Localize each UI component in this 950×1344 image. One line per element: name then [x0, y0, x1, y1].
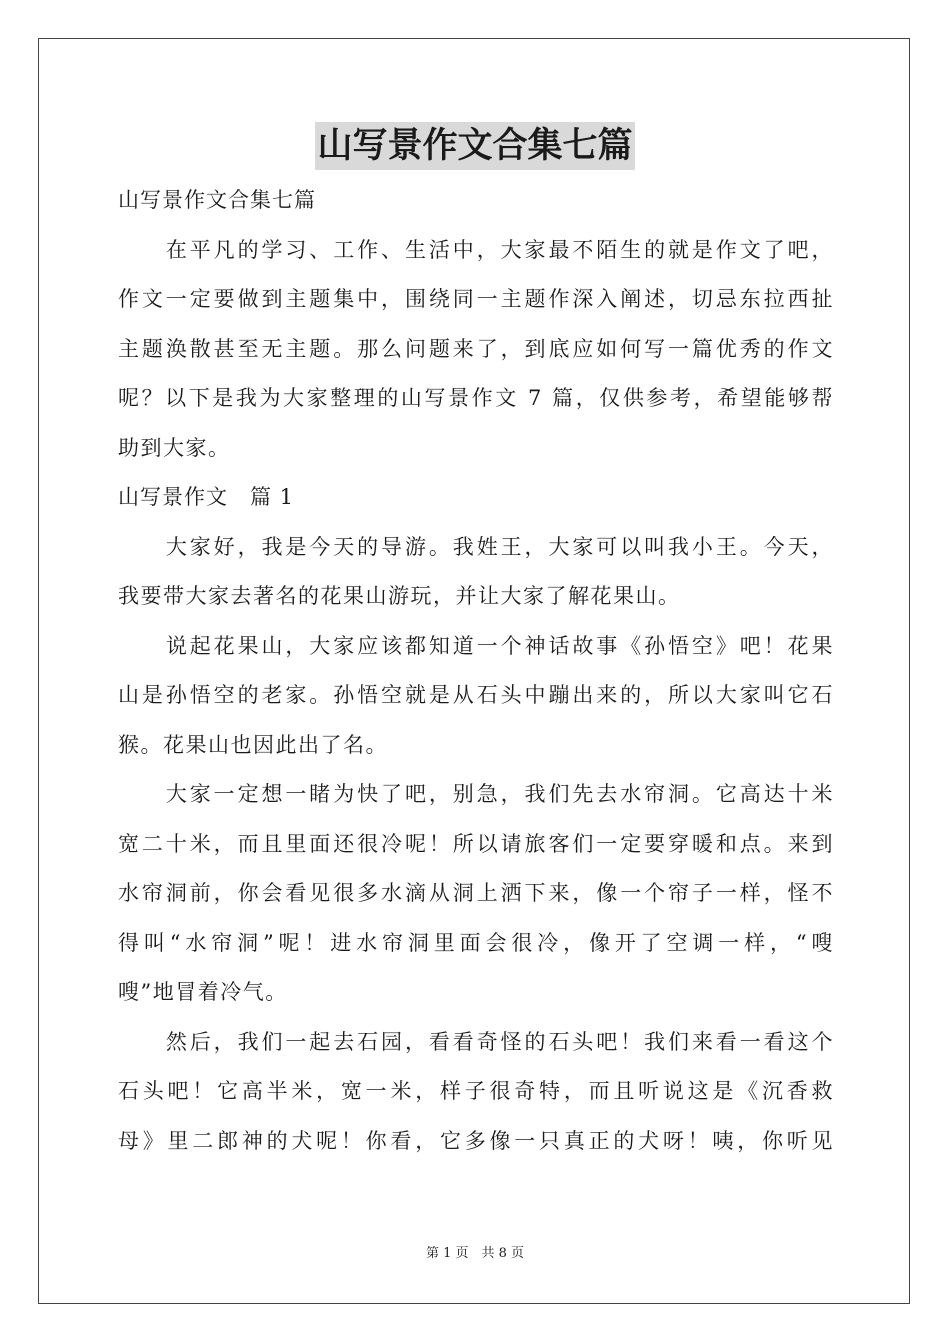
document-title: 山写景作文合集七篇	[315, 122, 634, 170]
text-line: 说起花果山，大家应该都知道一个神话故事《孙悟空》吧！花果	[118, 633, 834, 658]
text-line: 猴。花果山也因此出了名。	[118, 732, 388, 757]
text-line: 主题涣散甚至无主题。那么问题来了，到底应如何写一篇优秀的作文	[118, 336, 834, 361]
text-line: 呢？以下是我为大家整理的山写景作文 7 篇，仅供参考，希望能够帮	[118, 386, 834, 410]
text-line: 大家好，我是今天的导游。我姓王，大家可以叫我小王。今天，	[118, 534, 834, 559]
text-line: 山是孙悟空的老家。孙悟空就是从石头中蹦出来的，所以大家叫它石	[118, 683, 834, 707]
text-line: 宽二十米，而且里面还很冷呢！所以请旅客们一定要穿暖和点。来到	[118, 831, 834, 856]
title-container	[0, 122, 950, 170]
text-line: 大家一定想一睹为快了吧，别急，我们先去水帘洞。它高达十米	[118, 782, 834, 806]
section-heading: 山写景作文 篇 1	[118, 485, 295, 509]
document-body	[118, 176, 834, 1166]
text-line: 助到大家。	[118, 435, 231, 460]
text-line: 在平凡的学习、工作、生活中，大家最不陌生的就是作文了吧，	[118, 237, 834, 262]
essay-body	[118, 523, 834, 1167]
text-line: 我要带大家去著名的花果山游玩，并让大家了解花果山。	[118, 584, 681, 608]
subtitle: 山写景作文合集七篇	[118, 188, 316, 212]
text-line: 作文一定要做到主题集中，围绕同一主题作深入阐述，切忌东拉西扯	[118, 287, 834, 311]
text-line: 得叫“水帘洞”呢！进水帘洞里面会很冷，像开了空调一样，“嗖	[118, 930, 834, 955]
text-line: 石头吧！它高半米，宽一米，样子很奇特，而且听说这是《沉香救	[118, 1079, 834, 1103]
intro-paragraph	[118, 226, 834, 474]
text-line: 嗖”地冒着冷气。	[118, 980, 288, 1004]
text-line: 水帘洞前，你会看见很多水滴从洞上洒下来，像一个帘子一样，怪不	[118, 881, 834, 905]
text-line: 然后，我们一起去石园，看看奇怪的石头吧！我们来看一看这个	[118, 1029, 834, 1054]
page-footer: 第 1 页 共 8 页	[425, 1246, 525, 1261]
text-line: 母》里二郎神的犬呢！你看，它多像一只真正的犬呀！咦，你听见	[118, 1128, 834, 1153]
